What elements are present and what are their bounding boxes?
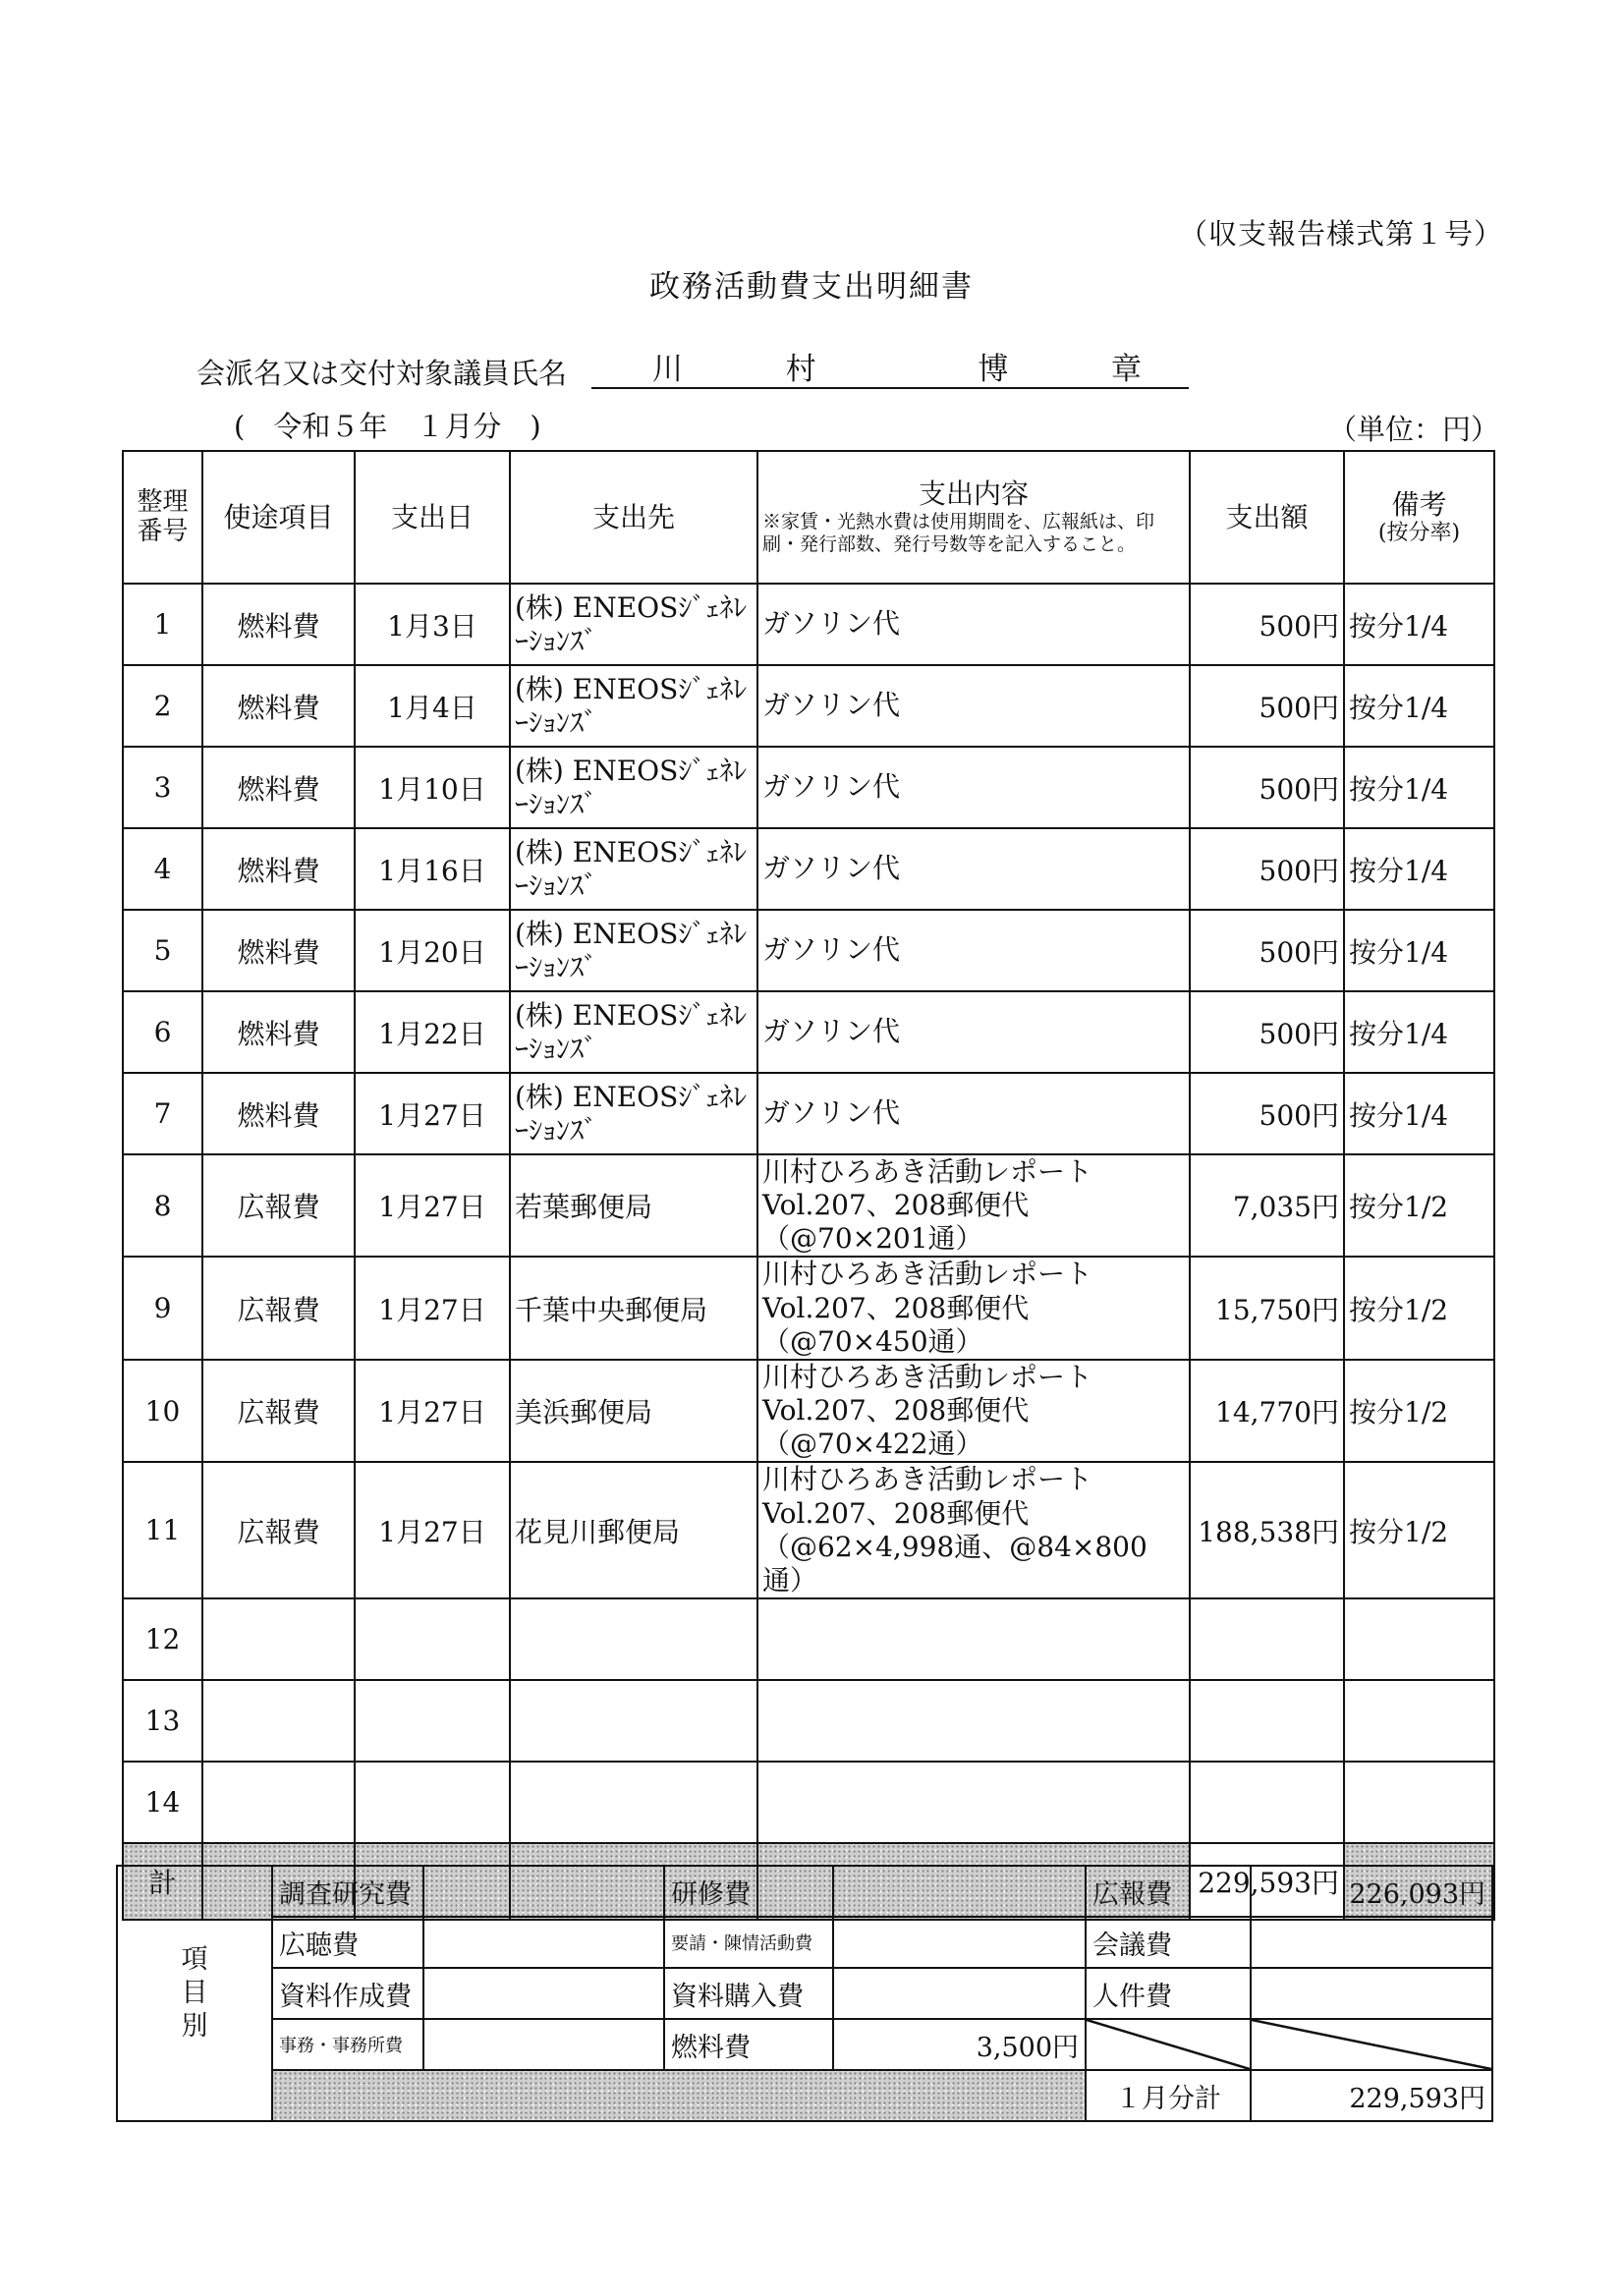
document-title: 政務活動費支出明細書 xyxy=(649,269,974,305)
row-date xyxy=(355,1598,510,1680)
row-category: 燃料費 xyxy=(202,828,355,910)
table-row xyxy=(123,1462,1494,1598)
row-amount: 500円 xyxy=(1190,584,1344,665)
row-payee: 若葉郵便局 xyxy=(510,1154,757,1257)
monthly-total-value: 229,593円 xyxy=(1251,2070,1492,2121)
diagonal-empty-cell xyxy=(1251,2019,1492,2070)
summary-research-label: 調査研究費 xyxy=(272,1866,423,1917)
row-no: 2 xyxy=(123,665,202,747)
summary-petition-label: 要請・陳情活動費 xyxy=(664,1917,833,1968)
table-row xyxy=(123,1073,1494,1154)
summary-personnel-label: 人件費 xyxy=(1086,1968,1251,2019)
row-no: 6 xyxy=(123,991,202,1073)
summary-petition-value xyxy=(833,1917,1086,1968)
header-content-title: 支出内容 xyxy=(918,476,1029,510)
summary-training-value xyxy=(833,1866,1086,1917)
row-content xyxy=(757,1762,1190,1843)
row-content: ガソリン代 xyxy=(757,584,1190,665)
row-remarks: 按分1/4 xyxy=(1344,747,1494,828)
row-amount: 7,035円 xyxy=(1190,1154,1344,1257)
row-category: 燃料費 xyxy=(202,747,355,828)
table-row xyxy=(123,828,1494,910)
row-no: 3 xyxy=(123,747,202,828)
summary-side-label-text: 項目別 xyxy=(181,1944,208,2042)
row-remarks: 按分1/4 xyxy=(1344,991,1494,1073)
shaded-cell xyxy=(272,2070,1086,2121)
row-category: 広報費 xyxy=(202,1257,355,1359)
row-date: 1月4日 xyxy=(355,665,510,747)
row-category: 燃料費 xyxy=(202,665,355,747)
table-row xyxy=(123,1680,1494,1762)
row-date: 1月27日 xyxy=(355,1073,510,1154)
row-no: 9 xyxy=(123,1257,202,1359)
table-row xyxy=(123,1257,1494,1359)
row-payee xyxy=(510,1762,757,1843)
summary-meeting-label: 会議費 xyxy=(1086,1917,1251,1968)
row-remarks: 按分1/2 xyxy=(1344,1257,1494,1359)
member-name xyxy=(591,344,1189,389)
summary-training-label: 研修費 xyxy=(664,1866,833,1917)
row-payee xyxy=(510,1598,757,1680)
header-date: 支出日 xyxy=(355,451,510,584)
table-row xyxy=(123,1762,1494,1843)
summary-materials-making-value xyxy=(423,1968,664,2019)
row-remarks: 按分1/4 xyxy=(1344,1073,1494,1154)
member-name-char: 章 xyxy=(1110,352,1142,387)
row-date: 1月27日 xyxy=(355,1360,510,1462)
row-payee: (株) ENEOSｼﾞｪﾈﾚｰｼｮﾝｽﾞ xyxy=(510,1073,757,1154)
summary-fuel-label: 燃料費 xyxy=(664,2019,833,2070)
summary-research-value xyxy=(423,1866,664,1917)
row-remarks: 按分1/4 xyxy=(1344,828,1494,910)
diagonal-empty-cell xyxy=(1086,2019,1251,2070)
header-content-note: ※家賃・光熱水費は使用期間を、広報紙は、印刷・発行部数、発行号数等を記入すること。 xyxy=(762,510,1155,556)
header-payee: 支出先 xyxy=(510,451,757,584)
reporting-period: ( 令和５年 １月分 ) xyxy=(234,410,541,443)
row-content: 川村ひろあき活動レポートVol.207、208郵便代（@62×4,998通、@84×800通） xyxy=(757,1462,1190,1598)
row-content: ガソリン代 xyxy=(757,828,1190,910)
summary-materials-making-label: 資料作成費 xyxy=(272,1968,423,2019)
header-no: 整理番号 xyxy=(123,451,202,584)
row-remarks: 按分1/4 xyxy=(1344,584,1494,665)
row-payee: (株) ENEOSｼﾞｪﾈﾚｰｼｮﾝｽﾞ xyxy=(510,584,757,665)
member-name-char: 博 xyxy=(978,352,1009,387)
row-payee xyxy=(510,1680,757,1762)
table-row xyxy=(123,910,1494,991)
total-amount: 229,593円 xyxy=(1190,1843,1344,1920)
row-amount: 188,538円 xyxy=(1190,1462,1344,1598)
row-category: 広報費 xyxy=(202,1462,355,1598)
row-amount: 500円 xyxy=(1190,1073,1344,1154)
table-header-row xyxy=(123,451,1494,584)
row-no: 7 xyxy=(123,1073,202,1154)
row-date: 1月10日 xyxy=(355,747,510,828)
table-row xyxy=(123,1360,1494,1462)
row-date: 1月27日 xyxy=(355,1257,510,1359)
row-no: 4 xyxy=(123,828,202,910)
summary-side-label xyxy=(117,1866,272,2121)
row-no: 11 xyxy=(123,1462,202,1598)
row-amount xyxy=(1190,1762,1344,1843)
row-amount: 500円 xyxy=(1190,747,1344,828)
table-row xyxy=(123,747,1494,828)
table-row xyxy=(123,584,1494,665)
summary-publicity-value: 226,093円 xyxy=(1251,1866,1492,1917)
summary-office-label: 事務・事務所費 xyxy=(272,2019,423,2070)
row-category: 広報費 xyxy=(202,1360,355,1462)
total-label: 計 xyxy=(123,1843,202,1920)
header-remarks xyxy=(1344,451,1494,584)
table-row xyxy=(123,1598,1494,1680)
row-payee: (株) ENEOSｼﾞｪﾈﾚｰｼｮﾝｽﾞ xyxy=(510,665,757,747)
row-amount: 500円 xyxy=(1190,991,1344,1073)
row-remarks: 按分1/4 xyxy=(1344,910,1494,991)
table-row xyxy=(123,665,1494,747)
row-category xyxy=(202,1680,355,1762)
row-content: ガソリン代 xyxy=(757,991,1190,1073)
row-category: 燃料費 xyxy=(202,991,355,1073)
row-date: 1月16日 xyxy=(355,828,510,910)
row-category: 広報費 xyxy=(202,1154,355,1257)
row-category: 燃料費 xyxy=(202,584,355,665)
row-amount: 14,770円 xyxy=(1190,1360,1344,1462)
row-remarks: 按分1/2 xyxy=(1344,1154,1494,1257)
row-date xyxy=(355,1762,510,1843)
summary-hearing-label: 広聴費 xyxy=(272,1917,423,1968)
row-content xyxy=(757,1598,1190,1680)
row-no: 10 xyxy=(123,1360,202,1462)
row-amount: 15,750円 xyxy=(1190,1257,1344,1359)
row-content: 川村ひろあき活動レポートVol.207、208郵便代（@70×450通） xyxy=(757,1257,1190,1359)
member-name-label: 会派名又は交付対象議員氏名 xyxy=(196,357,568,390)
row-content: 川村ひろあき活動レポートVol.207、208郵便代（@70×422通） xyxy=(757,1360,1190,1462)
row-remarks: 按分1/2 xyxy=(1344,1462,1494,1598)
row-date: 1月27日 xyxy=(355,1154,510,1257)
row-amount: 500円 xyxy=(1190,828,1344,910)
summary-meeting-value xyxy=(1251,1917,1492,1968)
row-amount: 500円 xyxy=(1190,910,1344,991)
row-category xyxy=(202,1598,355,1680)
summary-office-value xyxy=(423,2019,664,2070)
row-category: 燃料費 xyxy=(202,1073,355,1154)
header-amount: 支出額 xyxy=(1190,451,1344,584)
row-content xyxy=(757,1680,1190,1762)
row-date: 1月27日 xyxy=(355,1462,510,1598)
row-remarks xyxy=(1344,1598,1494,1680)
table-row xyxy=(123,991,1494,1073)
row-date: 1月3日 xyxy=(355,584,510,665)
summary-materials-purchase-label: 資料購入費 xyxy=(664,1968,833,2019)
row-payee: 花見川郵便局 xyxy=(510,1462,757,1598)
row-no: 8 xyxy=(123,1154,202,1257)
expenditure-table xyxy=(122,450,1495,1921)
header-content xyxy=(757,451,1190,584)
row-remarks xyxy=(1344,1762,1494,1843)
member-name-char: 川 xyxy=(652,352,683,387)
row-remarks: 按分1/4 xyxy=(1344,665,1494,747)
row-amount: 500円 xyxy=(1190,665,1344,747)
member-name-char: 村 xyxy=(785,352,816,387)
row-payee: (株) ENEOSｼﾞｪﾈﾚｰｼｮﾝｽﾞ xyxy=(510,747,757,828)
row-date: 1月22日 xyxy=(355,991,510,1073)
row-payee: (株) ENEOSｼﾞｪﾈﾚｰｼｮﾝｽﾞ xyxy=(510,991,757,1073)
summary-hearing-value xyxy=(423,1917,664,1968)
row-category xyxy=(202,1762,355,1843)
row-no: 1 xyxy=(123,584,202,665)
header-remarks-title: 備考 xyxy=(1391,487,1447,521)
row-no: 12 xyxy=(123,1598,202,1680)
row-payee: (株) ENEOSｼﾞｪﾈﾚｰｼｮﾝｽﾞ xyxy=(510,828,757,910)
header-remarks-sub: (按分率) xyxy=(1377,521,1461,546)
row-no: 5 xyxy=(123,910,202,991)
row-no: 14 xyxy=(123,1762,202,1843)
row-content: ガソリン代 xyxy=(757,910,1190,991)
row-date: 1月20日 xyxy=(355,910,510,991)
summary-personnel-value xyxy=(1251,1968,1492,2019)
row-amount xyxy=(1190,1598,1344,1680)
row-content: 川村ひろあき活動レポートVol.207、208郵便代（@70×201通） xyxy=(757,1154,1190,1257)
table-row xyxy=(123,1154,1494,1257)
row-remarks xyxy=(1344,1680,1494,1762)
header-category: 使途項目 xyxy=(202,451,355,584)
monthly-total-label: １月分計 xyxy=(1086,2070,1251,2121)
row-payee: 千葉中央郵便局 xyxy=(510,1257,757,1359)
row-remarks: 按分1/2 xyxy=(1344,1360,1494,1462)
category-summary-table xyxy=(116,1865,1493,2122)
row-content: ガソリン代 xyxy=(757,665,1190,747)
row-category: 燃料費 xyxy=(202,910,355,991)
summary-materials-purchase-value xyxy=(833,1968,1086,2019)
row-content: ガソリン代 xyxy=(757,747,1190,828)
row-content: ガソリン代 xyxy=(757,1073,1190,1154)
row-payee: 美浜郵便局 xyxy=(510,1360,757,1462)
row-amount xyxy=(1190,1680,1344,1762)
form-number: （収支報告様式第１号） xyxy=(1179,217,1504,251)
summary-publicity-label: 広報費 xyxy=(1086,1866,1251,1917)
row-payee: (株) ENEOSｼﾞｪﾈﾚｰｼｮﾝｽﾞ xyxy=(510,910,757,991)
currency-unit: （単位：円） xyxy=(1328,413,1500,446)
row-no: 13 xyxy=(123,1680,202,1762)
row-date xyxy=(355,1680,510,1762)
summary-fuel-value: 3,500円 xyxy=(833,2019,1086,2070)
